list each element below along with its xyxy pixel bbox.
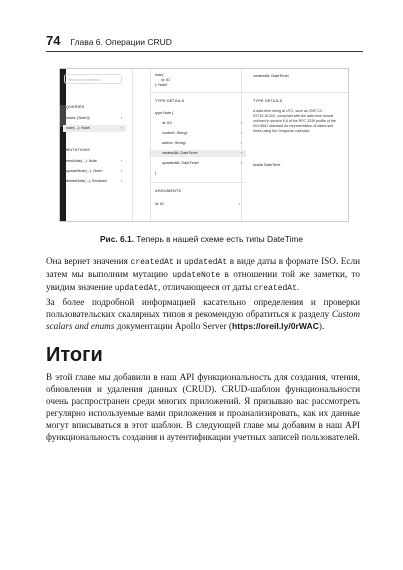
sidebar-item-note[interactable]: note(...): Note! › bbox=[66, 126, 122, 130]
running-head bbox=[46, 33, 363, 49]
sidebar-item-updatenote[interactable]: updateNote(...): Note! › bbox=[66, 169, 122, 173]
queries-title: QUERIES bbox=[66, 105, 85, 109]
paragraph-iso-dates: Она вернет значения createdAt и updatedAt в виде даты в формате ISO. Если затем мы выполним мутацию updateNote в отношении той же заметки, то увидим значение updatedAt, отличающееся от даты createdAt. bbox=[46, 256, 361, 293]
paragraph-custom-scalars: За более подробной информацией касательно определения и проверки пользовательских скалярных типов я рекомендую обратиться к разделу Custom scalars and enums документации Apollo Server (https://oreil.ly/0rWAC). bbox=[46, 297, 360, 331]
detail-description: A date-time string at UTC, such as 2007-12-03T10:15:30Z, compliant with the date-time format outlined in section 5.6 of the RFC 3339 profile of the ISO 8601 standard for representation of dates and times using the Gregorian calendar. bbox=[253, 109, 336, 133]
section-heading: Итоги bbox=[46, 344, 103, 366]
field-createdat[interactable]: createdAt: DateTime! › bbox=[162, 151, 242, 155]
detail-type-title: TYPE DETAILS bbox=[253, 99, 283, 103]
figure-caption bbox=[0, 234, 403, 244]
docs-link[interactable]: https://oreil.ly/0rWAC bbox=[232, 320, 319, 331]
figure-caption-text: Теперь в нашей схеме есть типы DateTime bbox=[133, 234, 304, 244]
scalar-declaration: scalar DateTime bbox=[253, 163, 281, 167]
schema-sidebar bbox=[66, 69, 133, 221]
field-author[interactable]: author: String! › bbox=[162, 141, 242, 145]
field-id[interactable]: id: ID! › bbox=[162, 121, 242, 125]
query-divider bbox=[150, 92, 246, 93]
sidebar-item-notes[interactable]: notes: [Note!]! › bbox=[66, 116, 122, 120]
query-signature: note( id: ID ): Note! bbox=[155, 73, 170, 88]
mutations-title: MUTATIONS bbox=[66, 148, 90, 152]
type-details-title: TYPE DETAILS bbox=[155, 99, 185, 103]
arguments-divider bbox=[150, 182, 246, 183]
paragraph-summary: В этой главе мы добавили в наш API функциональность для создания, чтения, обновления и удаления данных (CRUD). CRUD-шаблон функциональности очень распространен среди многих приложений. Я призываю вас рассмотреть регулярно используемые вами приложения и проанализировать, как их данные могут вписываться в этот шаблон. В следующей главе мы добавим в наш API функциональность создания и аутентификации учетных записей пользователей. bbox=[46, 372, 360, 442]
arguments-title: ARGUMENTS bbox=[155, 189, 182, 193]
type-declaration: type Note { bbox=[155, 111, 174, 115]
header-rule bbox=[46, 51, 363, 52]
detail-divider bbox=[247, 92, 349, 93]
figure-screenshot bbox=[59, 68, 349, 222]
detail-heading: createdAt: DateTime! bbox=[253, 74, 289, 78]
figure-label: Рис. 6.1. bbox=[99, 234, 134, 244]
schema-search-input[interactable]: Search the schema ... bbox=[64, 74, 122, 84]
field-content[interactable]: content: String! › bbox=[162, 131, 242, 135]
chapter-title: Глава 6. Операции CRUD bbox=[70, 37, 172, 47]
closing-brace: } bbox=[155, 171, 157, 175]
sidebar-item-newnote[interactable]: newNote(...): Note › bbox=[66, 159, 122, 163]
argument-id[interactable]: id: ID › bbox=[155, 202, 240, 206]
field-updatedat[interactable]: updatedAt: DateTime! › bbox=[162, 161, 242, 165]
sidebar-item-deletenote[interactable]: deleteNote(...): Boolean! › bbox=[66, 179, 122, 183]
page-number: 74 bbox=[46, 33, 61, 48]
